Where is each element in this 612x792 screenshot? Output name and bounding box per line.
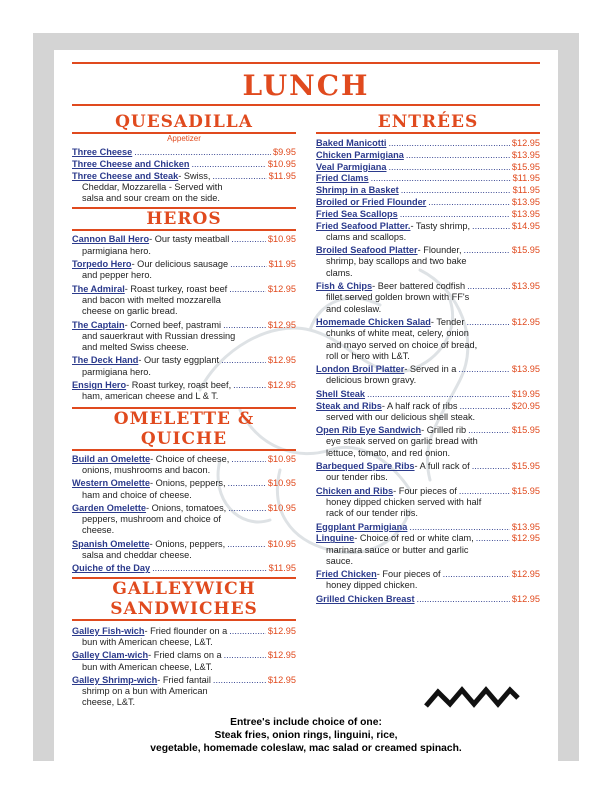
- menu-item: [316, 185, 540, 196]
- menu-item-name[interactable]: London Broil Platter: [316, 364, 405, 375]
- menu-item-name[interactable]: Open Rib Eye Sandwich: [316, 425, 422, 436]
- menu-item-name[interactable]: Fried Sea Scallops: [316, 208, 398, 219]
- menu-item-price: $15.95: [511, 245, 540, 256]
- dot-leader: [472, 461, 510, 472]
- menu-item: [316, 569, 540, 592]
- menu-item-row: [316, 425, 540, 436]
- menu-item: [316, 401, 540, 424]
- menu-item: [316, 461, 540, 484]
- menu-item-row: [316, 185, 540, 196]
- menu-item-name[interactable]: Three Cheese and Chicken: [72, 158, 190, 169]
- menu-item-row: [316, 364, 540, 375]
- menu-item-description: - Served in a: [404, 364, 457, 375]
- menu-item: [72, 234, 296, 257]
- menu-item-description-line: and coleslaw.: [326, 303, 382, 314]
- menu-item: [72, 650, 296, 673]
- menu-item-description: - Roast turkey, roast beef: [124, 283, 228, 294]
- menu-item-row: [72, 234, 296, 245]
- section-title-heros: HEROS: [146, 209, 222, 230]
- menu-item: [316, 364, 540, 387]
- menu-item-name[interactable]: Galley Shrimp-wich: [72, 674, 158, 685]
- menu-item-name[interactable]: Galley Fish-wich: [72, 625, 145, 636]
- menu-item-price: $11.95: [512, 173, 540, 184]
- dot-leader: [228, 478, 266, 489]
- dot-leader: [367, 389, 510, 400]
- menu-item-price: $12.95: [511, 533, 540, 544]
- menu-item-name[interactable]: Fried Seafood Platter.: [316, 220, 411, 231]
- menu-item: [316, 209, 540, 220]
- section-title-entrees: ENTRÉES: [377, 112, 479, 132]
- menu-item-name[interactable]: The Admiral: [72, 283, 125, 294]
- menu-item-row: [72, 454, 296, 465]
- heros-list: [72, 234, 296, 402]
- menu-item-row: [316, 221, 540, 232]
- menu-item: [72, 380, 296, 403]
- menu-item-name[interactable]: Linguine: [316, 533, 355, 544]
- menu-item-row: [316, 317, 540, 328]
- menu-item-description-line: roll or hero with L&T.: [326, 350, 410, 361]
- dot-leader: [472, 221, 510, 232]
- menu-item-row: [316, 209, 540, 220]
- page-title: LUNCH: [242, 69, 370, 102]
- galleywich-list: [72, 626, 296, 709]
- menu-item-price: $15.95: [511, 461, 540, 472]
- menu-item-price: $11.95: [268, 563, 296, 574]
- menu-item-row: [72, 171, 296, 182]
- menu-item-description-line: Cheddar, Mozzarella - Served with: [82, 181, 223, 192]
- menu-item: [72, 454, 296, 477]
- menu-item: [316, 522, 540, 533]
- title-bottom-rule: [72, 104, 540, 106]
- menu-item-row: [72, 355, 296, 366]
- menu-item: [316, 221, 540, 244]
- menu-item-price: $15.95: [511, 425, 540, 436]
- menu-item-description: - Our tasty meatball: [149, 234, 230, 245]
- menu-item-name[interactable]: Galley Clam-wich: [72, 650, 149, 661]
- menu-item: [72, 626, 296, 649]
- menu-item-row: [316, 173, 540, 184]
- menu-item-description: - A half rack of ribs: [381, 400, 458, 411]
- section-title-sandwiches: SANDWICHES: [110, 598, 258, 619]
- menu-item-price: $13.95: [511, 521, 540, 532]
- menu-item-price: $12.95: [267, 380, 296, 391]
- menu-item-description-line: lettuce, tomato, and red onion.: [326, 447, 451, 458]
- menu-item-name[interactable]: Cannon Ball Hero: [72, 234, 150, 245]
- menu-item-description: - Flounder,: [417, 245, 462, 256]
- section-title-quesadilla: QUESADILLA: [115, 112, 253, 132]
- menu-item-description: - Grilled rib: [421, 425, 467, 436]
- menu-item-price: $11.95: [512, 185, 540, 196]
- menu-item-description: - Tasty shrimp,: [410, 220, 471, 231]
- dot-leader: [417, 594, 510, 605]
- menu-item-price: $9.95: [273, 147, 296, 157]
- dot-leader: [224, 650, 266, 661]
- menu-item-row: [316, 594, 540, 605]
- menu-item-price: $10.95: [267, 453, 296, 464]
- menu-item-row: [316, 401, 540, 412]
- menu-item-row: [316, 197, 540, 208]
- menu-item-description: - Our delicious sausage: [131, 259, 229, 270]
- menu-item-description: - Roast turkey, roast beef,: [126, 380, 232, 391]
- menu-item-price: $12.95: [267, 674, 296, 685]
- menu-item-price: $13.95: [511, 196, 540, 207]
- menu-item-description-line: rack of our tender ribs.: [326, 508, 418, 519]
- dot-leader: [134, 147, 271, 158]
- dot-leader: [459, 486, 510, 497]
- menu-item-description: - Fried flounder on a: [144, 625, 228, 636]
- entrees-list: [316, 138, 540, 605]
- menu-item-description-line: and melted Swiss cheese.: [82, 342, 189, 353]
- menu-item-price: $11.95: [268, 170, 296, 181]
- menu-item-price: $12.95: [267, 650, 296, 661]
- menu-item-name[interactable]: Chicken and Ribs: [316, 485, 394, 496]
- dot-leader: [468, 425, 510, 436]
- menu-item: [72, 159, 296, 170]
- dot-leader: [213, 675, 266, 686]
- right-column: [316, 112, 540, 606]
- menu-item-description: - Our tasty eggplant: [138, 355, 220, 366]
- dot-leader: [230, 259, 266, 270]
- menu-item-price: $12.95: [267, 355, 296, 366]
- menu-item-description: - Four pieces of: [376, 569, 441, 580]
- menu-item-name[interactable]: Grilled Chicken Breast: [316, 593, 415, 604]
- dot-leader: [388, 138, 509, 149]
- menu-item-description-line: eye steak served on garlic bread with: [326, 436, 478, 447]
- menu-item-description-line: and bacon with melted mozzarella: [82, 294, 221, 305]
- menu-item-name[interactable]: Broiled or Fried Flounder: [316, 196, 427, 207]
- dot-leader: [227, 539, 266, 550]
- footer-line-1: Entree's include choice of one:: [230, 717, 382, 728]
- menu-item-name[interactable]: Spanish Omelette: [72, 538, 150, 549]
- menu-item-price: $13.95: [511, 208, 540, 219]
- dot-leader: [409, 522, 510, 533]
- menu-item-description-line: our tender ribs.: [326, 472, 388, 483]
- menu-item-name[interactable]: Chicken Parmigiana: [316, 149, 404, 160]
- menu-item-description-line: and pepper hero.: [82, 270, 152, 281]
- menu-item-description-line: cheese, L&T.: [82, 697, 136, 708]
- menu-item-row: [72, 563, 296, 574]
- menu-item-description-line: clams.: [326, 267, 353, 278]
- menu-item-description-line: marinara sauce or butter and garlic: [326, 544, 469, 555]
- menu-item-row: [72, 503, 296, 514]
- menu-item-price: $15.95: [511, 485, 540, 496]
- menu-item-row: [72, 147, 296, 158]
- menu-item: [72, 675, 296, 709]
- dot-leader: [458, 364, 509, 375]
- menu-item: [316, 138, 540, 149]
- menu-item-name[interactable]: Broiled Seafood Platter: [316, 245, 418, 256]
- menu-item-description-line: chunks of white meat, celery, onion: [326, 328, 469, 339]
- menu-item-row: [316, 533, 540, 544]
- menu-item-description-line: clams and scallops.: [326, 231, 407, 242]
- menu-item-row: [316, 486, 540, 497]
- menu-item-row: [72, 626, 296, 637]
- zigzag-ornament: [424, 686, 520, 708]
- menu-item-name[interactable]: Baked Manicotti: [316, 138, 387, 148]
- section-subtitle: Appetizer: [167, 134, 201, 143]
- menu-item: [72, 503, 296, 537]
- menu-item: [316, 533, 540, 567]
- dot-leader: [229, 284, 266, 295]
- section-title-galleywich: GALLEYWICH: [112, 578, 256, 599]
- dot-leader: [467, 281, 510, 292]
- menu-item-description-line: honey dipped chicken served with half: [326, 496, 482, 507]
- menu-item-description-line: salsa and cheddar cheese.: [82, 550, 192, 561]
- menu-item-description-line: shrimp, bay scallops and two bake: [326, 256, 467, 267]
- menu-item-description-line: delicious brown gravy.: [326, 375, 417, 386]
- menu-item: [72, 284, 296, 318]
- menu-item-name[interactable]: Steak and Ribs: [316, 400, 382, 411]
- menu-item-name[interactable]: Ensign Hero: [72, 380, 127, 391]
- menu-item-row: [72, 259, 296, 270]
- menu-item-name[interactable]: The Captain: [72, 319, 125, 330]
- menu-item: [316, 281, 540, 315]
- menu-item-row: [72, 539, 296, 550]
- menu-item-description-line: ham and choice of cheese.: [82, 489, 192, 500]
- menu-item-price: $12.95: [511, 593, 540, 604]
- title-top-rule: [72, 62, 540, 64]
- menu-item: [316, 150, 540, 161]
- section-rule: [72, 619, 296, 621]
- menu-item-price: $10.95: [267, 158, 296, 169]
- menu-item: [72, 539, 296, 562]
- menu-item: [72, 355, 296, 378]
- menu-item: [72, 259, 296, 282]
- menu-item: [316, 317, 540, 362]
- menu-item-description-line: salsa and sour cream on the side.: [82, 193, 220, 204]
- menu-item-row: [72, 675, 296, 686]
- menu-item-name[interactable]: Build an Omelette: [72, 453, 151, 464]
- section-rule: [316, 132, 540, 134]
- menu-item-price: $20.95: [511, 400, 540, 411]
- menu-item-row: [72, 284, 296, 295]
- menu-item-row: [72, 159, 296, 170]
- menu-item-row: [316, 138, 540, 149]
- menu-item-description-line: fillet served golden brown with FF's: [326, 292, 470, 303]
- menu-item-description: - Four pieces of: [393, 485, 457, 496]
- menu-item-name[interactable]: Barbequed Spare Ribs: [316, 461, 415, 472]
- menu-item-description-line: and mayo served on choice of bread,: [326, 339, 478, 350]
- menu-item-description: - Fried fantail: [157, 674, 211, 685]
- menu-item: [316, 162, 540, 173]
- menu-item: [316, 594, 540, 605]
- menu-item-name[interactable]: Three Cheese and Steak: [72, 170, 179, 181]
- menu-item: [72, 171, 296, 205]
- menu-item: [316, 197, 540, 208]
- menu-item-name[interactable]: Shell Steak: [316, 388, 366, 399]
- menu-item-name[interactable]: Fried Clams: [316, 173, 369, 184]
- menu-item-price: $15.95: [511, 161, 540, 172]
- quesadilla-list: [72, 147, 296, 204]
- menu-item-price: $12.95: [267, 283, 296, 294]
- menu-item-description: - Swiss,: [178, 170, 211, 181]
- menu-item-price: $10.95: [267, 234, 296, 245]
- menu-item-name[interactable]: Torpedo Hero: [72, 259, 132, 270]
- menu-item-price: $12.95: [511, 569, 540, 580]
- dot-leader: [400, 209, 510, 220]
- footer-line-2: Steak fries, onion rings, linguini, rice,: [214, 730, 398, 741]
- menu-item-row: [316, 245, 540, 256]
- menu-item-description-line: and sauerkraut with Russian dressing: [82, 330, 236, 341]
- menu-item-row: [316, 461, 540, 472]
- menu-item-description: - Onions, peppers,: [149, 478, 226, 489]
- dot-leader: [231, 234, 266, 245]
- dot-leader: [466, 317, 509, 328]
- menu-item-description-line: bun with American cheese, L&T.: [82, 661, 213, 672]
- menu-item-name[interactable]: Veal Parmigiana: [316, 161, 387, 172]
- menu-item-description-line: parmigiana hero.: [82, 245, 151, 256]
- left-column: [72, 112, 296, 711]
- dot-leader: [221, 355, 266, 366]
- menu-item-description-line: honey dipped chicken.: [326, 580, 418, 591]
- menu-item-description: - Choice of red or white clam,: [354, 533, 474, 544]
- menu-item-description: - Choice of cheese,: [150, 453, 230, 464]
- dot-leader: [428, 197, 510, 208]
- menu-item-row: [72, 320, 296, 331]
- dot-leader: [459, 401, 509, 412]
- menu-item-description-line: sauce.: [326, 555, 354, 566]
- menu-item-description-line: bun with American cheese, L&T.: [82, 636, 213, 647]
- dot-leader: [233, 380, 266, 391]
- dot-leader: [443, 569, 510, 580]
- menu-item-name[interactable]: Eggplant Parmigiana: [316, 521, 408, 532]
- menu-item-price: $12.95: [511, 316, 540, 327]
- menu-item-row: [316, 389, 540, 400]
- dot-leader: [476, 533, 510, 544]
- menu-item-description: - Onions, tomatoes,: [146, 502, 227, 513]
- menu-item: [72, 147, 296, 158]
- menu-item-price: $19.95: [511, 388, 540, 399]
- menu-item-price: $10.95: [267, 478, 296, 489]
- menu-item-description: - Corned beef, pastrami: [124, 319, 222, 330]
- menu-item-description: - Beer battered codfish: [372, 281, 466, 292]
- menu-item-row: [72, 478, 296, 489]
- menu-item: [316, 173, 540, 184]
- omelette-list: [72, 454, 296, 575]
- menu-item-description: - Fried clams on a: [148, 650, 222, 661]
- dot-leader: [388, 162, 509, 173]
- menu-item-price: $10.95: [267, 538, 296, 549]
- menu-item-price: $14.95: [511, 220, 540, 231]
- dot-leader: [229, 626, 266, 637]
- menu-item-price: $13.95: [511, 281, 540, 292]
- menu-item-price: $10.95: [267, 502, 296, 513]
- menu-item-price: $13.95: [511, 364, 540, 375]
- menu-item-description-line: cheese on garlic bread.: [82, 306, 178, 317]
- menu-item-name[interactable]: Shrimp in a Basket: [316, 185, 399, 196]
- menu-item-price: $11.95: [268, 259, 296, 270]
- menu-item-name[interactable]: Quiche of the Day: [72, 563, 151, 574]
- section-title-omelette: OMELETTE & QUICHE: [113, 408, 255, 449]
- menu-item-description-line: parmigiana hero.: [82, 366, 151, 377]
- menu-item-price: $12.95: [511, 138, 540, 148]
- dot-leader: [223, 320, 266, 331]
- menu-item-price: $12.95: [267, 319, 296, 330]
- menu-item-row: [72, 650, 296, 661]
- menu-item-description-line: peppers, mushroom and choice of: [82, 514, 221, 525]
- menu-item: [316, 245, 540, 279]
- footer-line-3: vegetable, homemade coleslaw, mac salad or creamed spinach.: [150, 743, 462, 754]
- menu-item-row: [72, 380, 296, 391]
- menu-item-row: [316, 281, 540, 292]
- menu-item-row: [316, 162, 540, 173]
- section-rule: [72, 229, 296, 231]
- menu-item-price: $12.95: [267, 625, 296, 636]
- menu-item-name[interactable]: The Deck Hand: [72, 355, 139, 366]
- menu-item-name[interactable]: Garden Omelette: [72, 502, 147, 513]
- dot-leader: [228, 503, 266, 514]
- section-rule: [72, 449, 296, 451]
- menu-item-row: [316, 522, 540, 533]
- dot-leader: [464, 245, 510, 256]
- menu-item-row: [316, 569, 540, 580]
- menu-item-price: $13.95: [511, 149, 540, 160]
- dot-leader: [152, 563, 266, 574]
- menu-item-name[interactable]: Western Omelette: [72, 478, 150, 489]
- menu-item: [316, 389, 540, 400]
- menu-item-name[interactable]: Fish & Chips: [316, 281, 373, 292]
- menu-item: [316, 486, 540, 520]
- menu-item: [72, 320, 296, 354]
- menu-item-description-line: onions, mushrooms and bacon.: [82, 464, 211, 475]
- menu-item-description: - Onions, peppers,: [149, 538, 226, 549]
- menu-item-row: [316, 150, 540, 161]
- dot-leader: [401, 185, 511, 196]
- menu-item-description: - Tender: [430, 316, 465, 327]
- menu-item-name[interactable]: Fried Chicken: [316, 569, 377, 580]
- menu-item: [316, 425, 540, 459]
- menu-item-name[interactable]: Homemade Chicken Salad: [316, 316, 431, 327]
- dot-leader: [191, 159, 265, 170]
- dot-leader: [406, 150, 510, 161]
- menu-item: [72, 563, 296, 574]
- dot-leader: [231, 454, 266, 465]
- dot-leader: [371, 173, 511, 184]
- menu-item-description: - A full rack of: [414, 461, 470, 472]
- menu-item-name[interactable]: Three Cheese: [72, 147, 133, 157]
- dot-leader: [212, 171, 266, 182]
- menu-item-description-line: served with our delicious shell steak.: [326, 411, 476, 422]
- menu-item-description-line: ham, american cheese and L & T.: [82, 391, 219, 402]
- menu-item-description-line: shrimp on a bun with American: [82, 686, 208, 697]
- menu-item-description-line: cheese.: [82, 525, 115, 536]
- menu-item: [72, 478, 296, 501]
